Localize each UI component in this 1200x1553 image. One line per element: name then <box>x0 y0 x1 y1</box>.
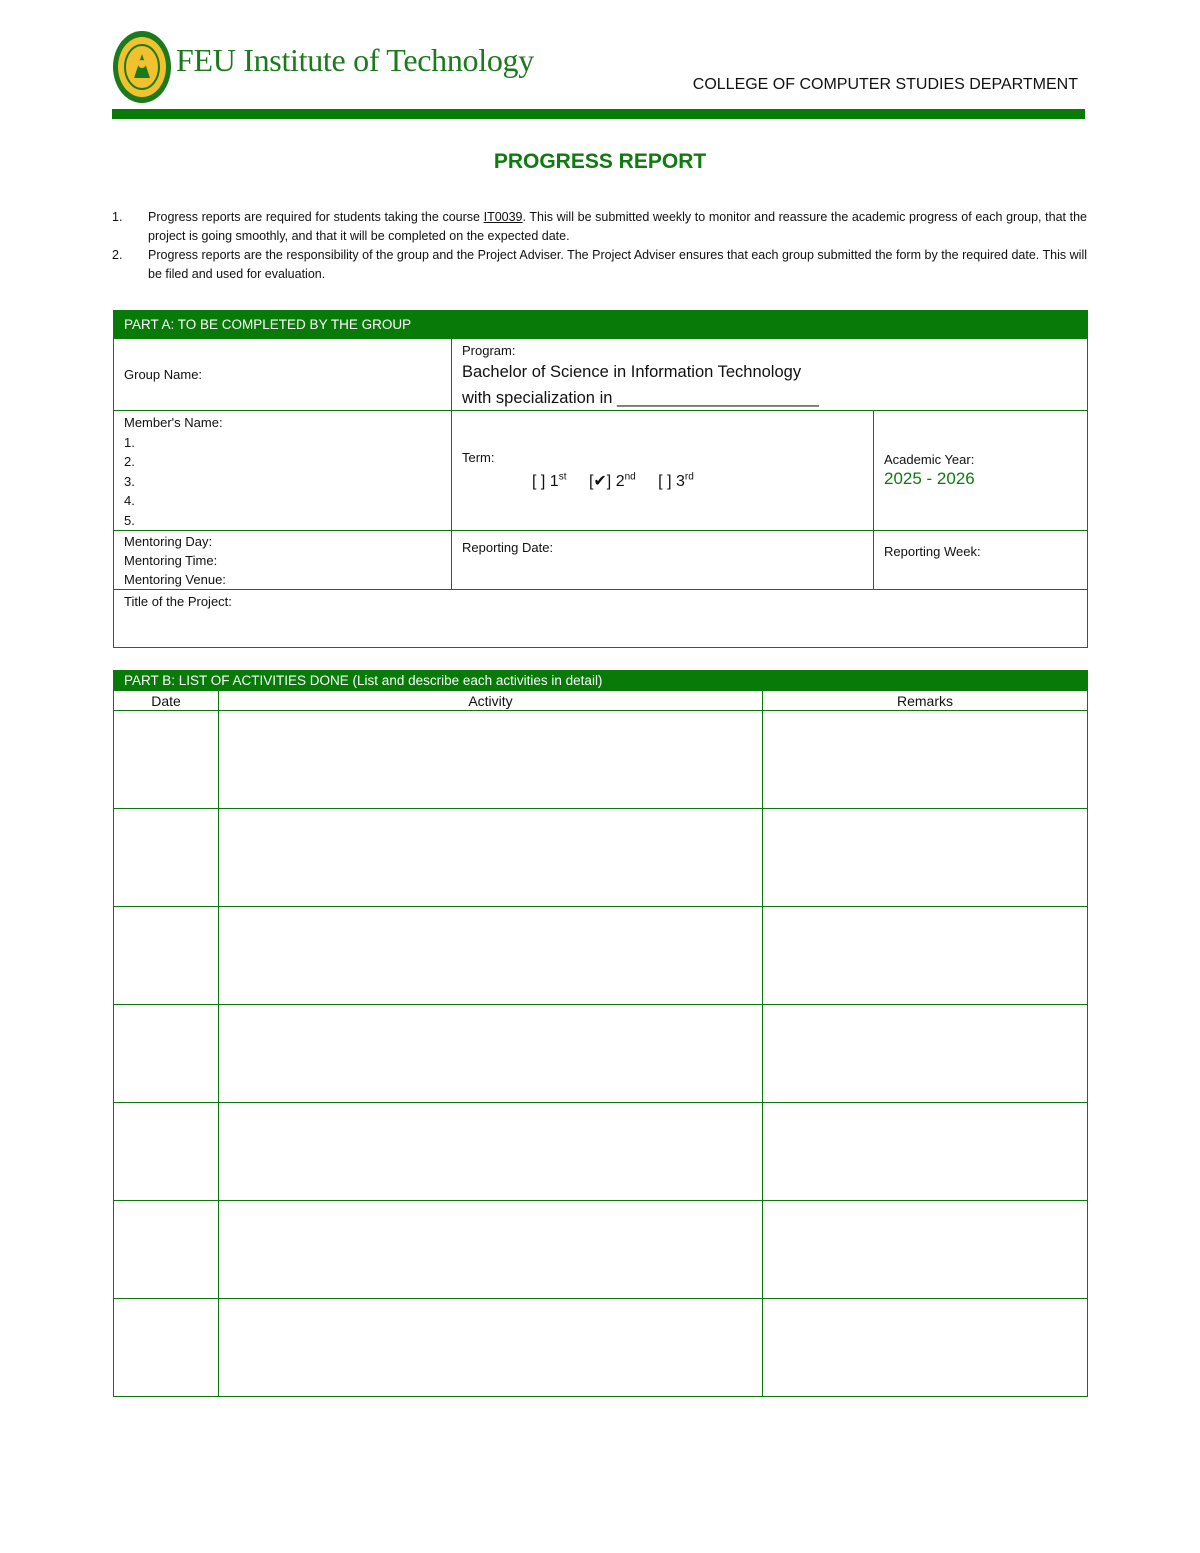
activity-cell[interactable] <box>219 711 763 809</box>
instruction-text: Progress reports are the responsibility of the group and the Project Adviser. The Project Adviser ensures that each group submitted the form by the required date. This will be filed and used for evaluation. <box>148 248 1087 281</box>
instruction-item <box>112 246 1087 284</box>
checkmark-icon: [✔] <box>588 473 612 490</box>
remarks-cell[interactable] <box>763 907 1088 1005</box>
project-title-label: Title of the Project: <box>124 594 232 609</box>
date-cell[interactable] <box>114 1005 219 1103</box>
members-field[interactable] <box>114 411 452 531</box>
date-cell[interactable] <box>114 907 219 1005</box>
members-label: Member's Name: <box>124 415 223 430</box>
column-header-date: Date <box>114 691 219 711</box>
table-row <box>114 907 1088 1005</box>
program-name-line1: Bachelor of Science in Information Technology <box>462 363 802 381</box>
instructions-list <box>112 208 1087 284</box>
column-header-activity: Activity <box>219 691 763 711</box>
date-cell[interactable] <box>114 1103 219 1201</box>
part-a-heading: PART A: TO BE COMPLETED BY THE GROUP <box>114 311 1088 339</box>
remarks-cell[interactable] <box>763 809 1088 907</box>
activity-cell[interactable] <box>219 1103 763 1201</box>
department-name: COLLEGE OF COMPUTER STUDIES DEPARTMENT <box>692 76 1078 93</box>
part-b-table <box>113 670 1088 1397</box>
table-row <box>114 1299 1088 1397</box>
table-row <box>114 809 1088 907</box>
term-option-second[interactable]: [✔] 2nd <box>588 471 636 490</box>
date-cell[interactable] <box>114 711 219 809</box>
header-divider <box>112 109 1085 119</box>
academic-year-value: 2025 - 2026 <box>884 469 975 488</box>
activity-cell[interactable] <box>219 1005 763 1103</box>
reporting-date-field[interactable] <box>452 531 874 590</box>
program-name-line2[interactable]: with specialization in ______________________ <box>462 389 819 407</box>
remarks-cell[interactable] <box>763 1299 1088 1397</box>
project-title-field[interactable] <box>114 590 1088 648</box>
term-option-third[interactable]: [ ] 3rd <box>658 471 694 490</box>
instruction-number: 1. <box>112 210 123 224</box>
column-header-remarks: Remarks <box>763 691 1088 711</box>
term-field <box>452 411 874 531</box>
mentoring-time-label: Mentoring Time: <box>124 553 218 568</box>
term-label: Term: <box>462 450 495 465</box>
group-name-field[interactable] <box>114 339 452 411</box>
academic-year-field <box>874 411 1088 531</box>
table-row <box>114 1005 1088 1103</box>
member-line: 5. <box>124 512 135 528</box>
group-name-label: Group Name: <box>124 366 203 382</box>
document-title: PROGRESS REPORT <box>493 150 707 173</box>
activity-cell[interactable] <box>219 907 763 1005</box>
instruction-item <box>112 208 1087 246</box>
remarks-cell[interactable] <box>763 1103 1088 1201</box>
instruction-number: 2. <box>112 248 123 262</box>
reporting-week-label: Reporting Week: <box>884 544 981 559</box>
term-options <box>462 471 863 491</box>
program-field <box>452 339 1088 411</box>
feu-seal-logo <box>112 30 172 104</box>
member-line: 3. <box>124 473 135 489</box>
term-option-first[interactable]: [ ] 1st <box>532 471 567 490</box>
member-line: 1. <box>124 434 135 450</box>
activity-cell[interactable] <box>219 1299 763 1397</box>
table-row <box>114 1201 1088 1299</box>
mentoring-day-label: Mentoring Day: <box>124 534 213 549</box>
date-cell[interactable] <box>114 1201 219 1299</box>
remarks-cell[interactable] <box>763 1201 1088 1299</box>
table-row <box>114 711 1088 809</box>
instruction-text: . This will be submitted weekly to monitor and reassure the academic progress of each group, that the project is going smoothly, and that it will be completed on the expected date. <box>148 210 1087 243</box>
academic-year-label: Academic Year: <box>884 452 975 467</box>
reporting-week-field[interactable] <box>874 531 1088 590</box>
institution-name: FEU Institute of Technology <box>176 42 534 78</box>
mentoring-field[interactable] <box>114 531 452 590</box>
instruction-text: Progress reports are required for students taking the course <box>148 210 484 224</box>
part-a-table <box>113 310 1088 648</box>
member-line: 4. <box>124 493 135 508</box>
part-b-heading: PART B: LIST OF ACTIVITIES DONE (List and describe each activities in detail) <box>114 671 1088 691</box>
date-cell[interactable] <box>114 1299 219 1397</box>
program-label: Program: <box>462 343 516 358</box>
remarks-cell[interactable] <box>763 711 1088 809</box>
activity-cell[interactable] <box>219 1201 763 1299</box>
mentoring-venue-label: Mentoring Venue: <box>124 572 226 587</box>
document-header <box>112 28 1087 120</box>
date-cell[interactable] <box>114 809 219 907</box>
course-code: IT0039 <box>483 210 523 224</box>
activity-cell[interactable] <box>219 809 763 907</box>
remarks-cell[interactable] <box>763 1005 1088 1103</box>
member-line: 2. <box>124 454 135 469</box>
table-row <box>114 1103 1088 1201</box>
reporting-date-label: Reporting Date: <box>462 540 554 555</box>
